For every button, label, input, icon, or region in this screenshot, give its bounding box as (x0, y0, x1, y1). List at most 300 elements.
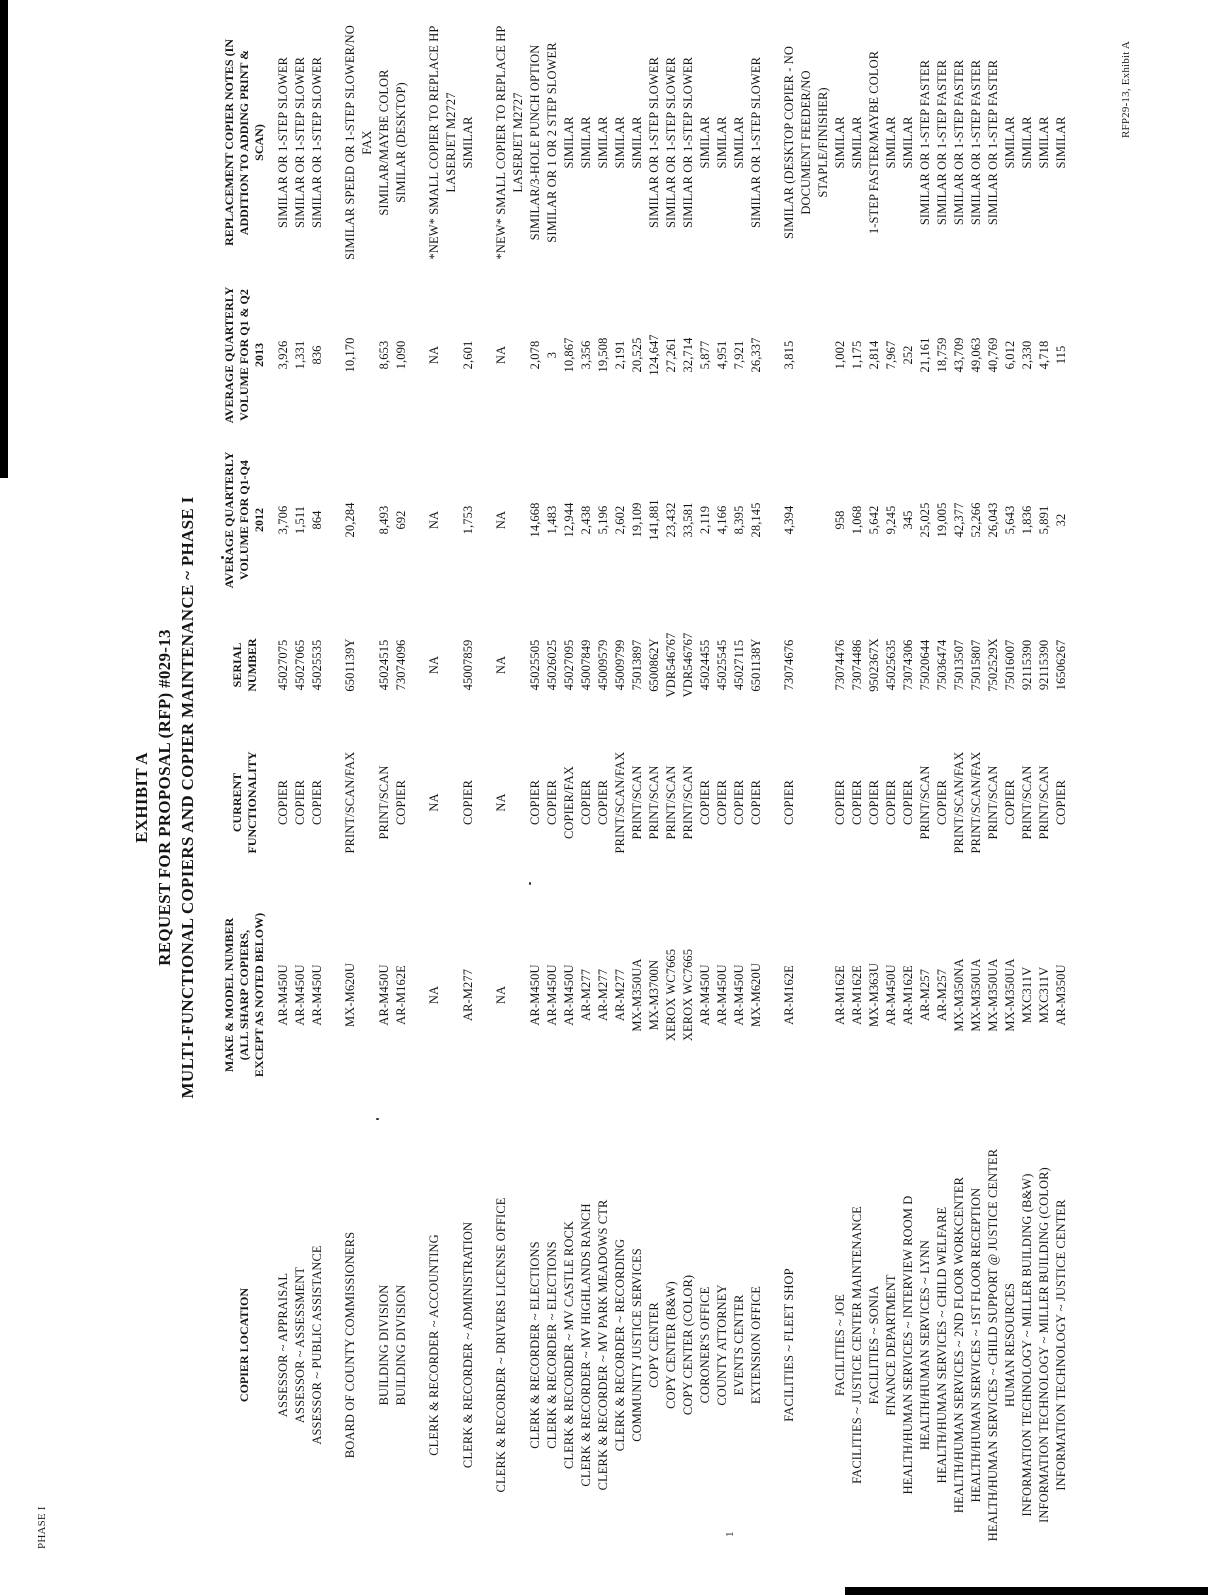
cell-make_model: AR-M450U (528, 964, 542, 1026)
cell-avg_qtr_vol_2012: 864 (310, 510, 324, 530)
cell-serial: 45025545 (715, 639, 729, 691)
cell-serial: 16506267 (1054, 639, 1068, 691)
table-row (527, 10, 544, 1580)
cell-make_model: AR-M277 (596, 968, 610, 1022)
title-line-exhibit: EXHIBIT A (132, 752, 151, 843)
cell-functionality: COPIER/FAX (562, 766, 576, 840)
title-line-subject: MULTI-FUNCTIONAL COPIERS AND COPIER MAINTENANCE ~ PHASE I (178, 496, 197, 1099)
cell-functionality: PRINT/SCAN (630, 765, 644, 840)
table-row (934, 10, 951, 1580)
cell-replacement_notes: SIMILAR/3-HOLE PUNCH OPTION (528, 44, 542, 241)
cell-serial: NA (494, 655, 508, 675)
cell-functionality: PRINT/SCAN/FAX (952, 751, 966, 854)
cell-make_model: AR-M450U (562, 964, 576, 1026)
cell-functionality: COPIER (394, 779, 408, 826)
cell-make_model: AR-M162E (394, 965, 408, 1025)
cell-functionality: COPIER (715, 779, 729, 826)
cell-avg_qtr_vol_2013: 26,337 (749, 337, 763, 373)
cell-avg_qtr_vol_2012: 8,493 (377, 505, 391, 535)
cell-avg_qtr_vol_2012: 19,109 (630, 502, 644, 538)
cell-avg_qtr_vol_2013: 8,653 (377, 340, 391, 370)
table-row (697, 10, 714, 1580)
cell-avg_qtr_vol_2013: 4,718 (1037, 340, 1051, 370)
cell-location: HEALTH/HUMAN SERVICES ~ LYNN (918, 1240, 932, 1450)
cell-avg_qtr_vol_2013: 2,330 (1020, 340, 1034, 370)
cell-serial: 92115390 (1020, 639, 1034, 691)
cell-location: HEALTH/HUMAN SERVICES ~ CHILD WELFARE (935, 1206, 949, 1484)
cell-location: BOARD OF COUNTY COMMISSIONERS (343, 1231, 357, 1459)
table-row (376, 10, 393, 1580)
cell-location: ASSESSOR ~ APPRAISAL (276, 1272, 290, 1418)
cell-make_model: XEROX WC7665 (664, 948, 678, 1042)
cell-location: BUILDING DIVISION (394, 1284, 408, 1406)
cell-replacement_notes: SIMILAR/MAYBE COLOR (377, 69, 391, 216)
cell-make_model: AR-M450U (377, 964, 391, 1026)
cell-functionality: PRINT/SCAN/FAX (969, 751, 983, 854)
cell-make_model: MX-M350UA (630, 958, 644, 1032)
cell-location: ASSESSOR ~ PUBLIC ASSISTANCE (310, 1245, 324, 1445)
cell-avg_qtr_vol_2013: 40,769 (986, 337, 1000, 373)
cell-location: CLERK & RECORDER ~ ELECTIONS (528, 1241, 542, 1449)
cell-replacement_notes: SIMILAR (630, 116, 644, 169)
cell-avg_qtr_vol_2012: 8,395 (732, 505, 746, 535)
cell-replacement_notes: SIMILAR (562, 116, 576, 169)
cell-replacement_notes: *NEW* SMALL COPIER TO REPLACE HP LASERJET M2727 (494, 25, 525, 260)
cell-avg_qtr_vol_2013: 2,078 (528, 340, 542, 370)
group-spacer-row (326, 10, 342, 1580)
cell-serial: VDR546767 (681, 632, 695, 698)
cell-avg_qtr_vol_2012: 958 (833, 510, 847, 530)
cell-avg_qtr_vol_2012: 345 (901, 510, 915, 530)
cell-replacement_notes: SIMILAR (1037, 116, 1051, 169)
cell-avg_qtr_vol_2013: 6,012 (1003, 340, 1017, 370)
cell-serial: 6501138Y (749, 638, 763, 692)
table-row (951, 10, 968, 1580)
cell-avg_qtr_vol_2012: 23,432 (664, 502, 678, 538)
table-row (595, 10, 612, 1580)
cell-make_model: AR-M277 (461, 968, 475, 1022)
cell-avg_qtr_vol_2012: 2,602 (613, 505, 627, 535)
cell-replacement_notes: SIMILAR OR 1-STEP SLOWER (681, 56, 695, 229)
cell-avg_qtr_vol_2012: 5,642 (867, 505, 881, 535)
cell-avg_qtr_vol_2012: 20,284 (343, 502, 357, 538)
cell-make_model: AR-M450U (715, 964, 729, 1026)
cell-location: INFORMATION TECHNOLOGY ~ MILLER BUILDING (B&W) (1020, 1173, 1034, 1517)
cell-replacement_notes: SIMILAR OR 1-STEP SLOWER (647, 56, 661, 229)
cell-functionality: PRINT/SCAN (1037, 765, 1051, 840)
cell-make_model: AR-M162E (850, 965, 864, 1025)
cell-make_model: MX-M350UA (1003, 958, 1017, 1032)
cell-serial: 45027065 (293, 639, 307, 691)
cell-location: CLERK & RECORDER ~ ADMINISTRATION (461, 1221, 475, 1469)
cell-serial: 45025635 (884, 639, 898, 691)
cell-replacement_notes: SIMILAR OR 1-STEP SLOWER (749, 56, 763, 229)
table-row (629, 10, 646, 1580)
cell-serial: 45026025 (545, 639, 559, 691)
cell-avg_qtr_vol_2012: 5,891 (1037, 505, 1051, 535)
cell-serial: 45025505 (528, 639, 542, 691)
cell-avg_qtr_vol_2013: 49,063 (969, 337, 983, 373)
cell-replacement_notes: SIMILAR OR 1-STEP FASTER (918, 59, 932, 226)
cell-avg_qtr_vol_2012: 32 (1054, 513, 1068, 527)
cell-avg_qtr_vol_2013: 3 (545, 351, 559, 359)
cell-avg_qtr_vol_2013: 2,814 (867, 340, 881, 370)
cell-make_model: MXC311V (1037, 966, 1051, 1024)
cell-serial: 9502367X (867, 638, 881, 692)
cell-avg_qtr_vol_2012: 141,881 (647, 499, 661, 541)
cell-replacement_notes: SIMILAR (1003, 116, 1017, 169)
cell-location: FACILITIES ~ SONIA (867, 1285, 881, 1405)
cell-make_model: AR-M450U (276, 964, 290, 1026)
table-row (1036, 10, 1053, 1580)
cell-avg_qtr_vol_2013: 4,951 (715, 340, 729, 370)
table-row (578, 10, 595, 1580)
document-title (130, 0, 199, 1595)
group-spacer-row (477, 10, 493, 1580)
cell-functionality: COPIER (935, 779, 949, 826)
cell-replacement_notes: SIMILAR (901, 116, 915, 169)
cell-make_model: MXC311V (1020, 966, 1034, 1024)
table-row (917, 10, 934, 1580)
table-row (1002, 10, 1019, 1580)
cell-make_model: AR-M257 (935, 968, 949, 1022)
cell-location: COMMUNITY JUSTICE SERVICES (630, 1248, 644, 1442)
cell-location: CLERK & RECORDER ~ MV HIGHLANDS RANCH (579, 1203, 593, 1487)
cell-functionality: PRINT/SCAN (986, 765, 1000, 840)
table-row (393, 10, 410, 1580)
cell-serial: 45027115 (732, 639, 746, 691)
cell-serial: 73074096 (394, 639, 408, 691)
cell-serial: 73074486 (850, 639, 864, 691)
cell-avg_qtr_vol_2013: 1,002 (833, 340, 847, 370)
cell-serial: 45009799 (613, 639, 627, 691)
cell-avg_qtr_vol_2013: 2,191 (613, 340, 627, 370)
cell-functionality: COPIER (596, 779, 610, 826)
cell-avg_qtr_vol_2012: 3,706 (276, 505, 290, 535)
table-row (849, 10, 866, 1580)
table-row (292, 10, 309, 1580)
table-row (900, 10, 917, 1580)
cell-serial: 45025535 (310, 639, 324, 691)
cell-avg_qtr_vol_2012: 2,119 (698, 505, 712, 535)
cell-replacement_notes: SIMILAR SPEED OR 1-STEP SLOWER/NO FAX (343, 25, 374, 260)
cell-serial: 92115390 (1037, 639, 1051, 691)
cell-replacement_notes: SIMILAR (850, 116, 864, 169)
cell-location: CLERK & RECORDER ~ DRIVERS LICENSE OFFICE (494, 1197, 508, 1493)
cell-functionality: COPIER (276, 779, 290, 826)
cell-avg_qtr_vol_2012: 1,483 (545, 505, 559, 535)
cell-avg_qtr_vol_2013: 7,967 (884, 340, 898, 370)
page-number: 1 (724, 1531, 736, 1537)
cell-location: COUNTY ATTORNEY (715, 1284, 729, 1406)
cell-avg_qtr_vol_2012: 9,245 (884, 505, 898, 535)
table-row (561, 10, 578, 1580)
table-row (544, 10, 561, 1580)
cell-avg_qtr_vol_2012: 692 (394, 510, 408, 530)
cell-location: ASSESSOR ~ ASSESSMENT (293, 1266, 307, 1424)
column-header-replacement_notes: REPLACEMENT COPIER NOTES (IN ADDITION TO ADDING PRINT & SCAN) (222, 39, 266, 246)
cell-replacement_notes: SIMILAR (613, 116, 627, 169)
cell-avg_qtr_vol_2013: 1,090 (394, 340, 408, 370)
cell-make_model: AR-M450U (310, 964, 324, 1026)
cell-replacement_notes: *NEW* SMALL COPIER TO REPLACE HP LASERJET M2727 (427, 25, 458, 260)
cell-functionality: COPIER (782, 779, 796, 826)
cell-make_model: AR-M450U (732, 964, 746, 1026)
cell-serial: 75036474 (935, 639, 949, 691)
table-row (663, 10, 680, 1580)
cell-location: FINANCE DEPARTMENT (884, 1274, 898, 1416)
cell-avg_qtr_vol_2013: 19,508 (596, 337, 610, 373)
cell-location: HEALTH/HUMAN SERVICES ~ 1ST FLOOR RECEPTION (969, 1187, 983, 1503)
cell-serial: 45007849 (579, 639, 593, 691)
cell-make_model: AR-M450U (545, 964, 559, 1026)
cell-avg_qtr_vol_2013: 252 (901, 345, 915, 365)
cell-serial: 75016007 (1003, 639, 1017, 691)
cell-replacement_notes: SIMILAR (579, 116, 593, 169)
cell-make_model: AR-M350U (1054, 964, 1068, 1026)
cell-serial: 45027075 (276, 639, 290, 691)
table-row (714, 10, 731, 1580)
cell-functionality: COPIER (545, 779, 559, 826)
cell-make_model: MX-M620U (343, 963, 357, 1027)
table-row (748, 10, 765, 1580)
cell-location: FACILITIES ~ JOE (833, 1294, 847, 1396)
cell-avg_qtr_vol_2012: 5,643 (1003, 505, 1017, 535)
cell-functionality: COPIER (732, 779, 746, 826)
cell-avg_qtr_vol_2012: 14,668 (528, 502, 542, 538)
cell-functionality: COPIER (698, 779, 712, 826)
cell-make_model: MX-M620U (749, 963, 763, 1027)
cell-make_model: AR-M277 (579, 968, 593, 1022)
table-row (342, 10, 376, 1580)
cell-avg_qtr_vol_2012: 1,068 (850, 505, 864, 535)
cell-functionality: PRINT/SCAN (918, 765, 932, 840)
cell-location: FACILITIES ~ FLEET SHOP (782, 1268, 796, 1422)
cell-functionality: COPIER (579, 779, 593, 826)
cell-serial: 7502529X (986, 638, 1000, 692)
copier-inventory-table (222, 10, 1070, 1580)
cell-replacement_notes: SIMILAR (1054, 116, 1068, 169)
cell-serial: 45007859 (461, 639, 475, 691)
cell-avg_qtr_vol_2012: 42,377 (952, 502, 966, 538)
cell-location: CORONER'S OFFICE (698, 1286, 712, 1404)
cell-make_model: MX-M350UA (969, 958, 983, 1032)
cell-location: HEALTH/HUMAN SERVICES ~ 2ND FLOOR WORKCENTER (952, 1176, 966, 1514)
column-header-location: COPIER LOCATION (237, 1287, 251, 1403)
cell-replacement_notes: SIMILAR (461, 116, 475, 169)
cell-functionality: PRINT/SCAN (377, 765, 391, 840)
cell-avg_qtr_vol_2012: NA (494, 510, 508, 530)
cell-avg_qtr_vol_2013: 18,759 (935, 337, 949, 373)
column-header-make_model: MAKE & MODEL NUMBER (ALL SHARP COPIERS, EXCEPT AS NOTED BELOW) (222, 912, 266, 1078)
cell-avg_qtr_vol_2012: NA (427, 510, 441, 530)
cell-avg_qtr_vol_2012: 25,025 (918, 502, 932, 538)
cell-location: CLERK & RECORDER ~ MV PARK MEADOWS CTR (596, 1199, 610, 1491)
cell-replacement_notes: SIMILAR OR 1 OR 2 STEP SLOWER (545, 42, 559, 243)
table-row (493, 10, 527, 1580)
cell-avg_qtr_vol_2013: 1,175 (850, 340, 864, 370)
cell-serial: 45027095 (562, 639, 576, 691)
cell-replacement_notes: SIMILAR (698, 116, 712, 169)
table-row (426, 10, 460, 1580)
cell-avg_qtr_vol_2013: 10,867 (562, 337, 576, 373)
cell-make_model: AR-M277 (613, 968, 627, 1022)
cell-avg_qtr_vol_2012: 1,836 (1020, 505, 1034, 535)
cell-make_model: MX-M350UA (986, 958, 1000, 1032)
cell-replacement_notes: 1-STEP FASTER/MAYBE COLOR (867, 50, 881, 235)
cell-location: COPY CENTER (B&W) (664, 1281, 678, 1409)
group-spacer-row (765, 10, 781, 1580)
table-row (731, 10, 748, 1580)
cell-functionality: PRINT/SCAN (664, 765, 678, 840)
cell-replacement_notes: SIMILAR (884, 116, 898, 169)
cell-avg_qtr_vol_2012: 33,581 (681, 502, 695, 538)
title-line-rfp: REQUEST FOR PROPOSAL (RFP) #029-13 (155, 629, 174, 966)
table-row (460, 10, 477, 1580)
table-row (646, 10, 663, 1580)
cell-serial: 75013507 (952, 639, 966, 691)
cell-functionality: PRINT/SCAN (1020, 765, 1034, 840)
cell-replacement_notes: SIMILAR (DESKTOP COPIER - NO DOCUMENT FEEDER/NO STAPLE/FINISHER) (782, 45, 830, 240)
column-header-avg_qtr_vol_2012: AVERAGE QUARTERLY VOLUME FOR Q1-Q4 2012 (222, 451, 266, 589)
cell-serial: 73074676 (782, 639, 796, 691)
cell-functionality: NA (427, 793, 441, 812)
cell-location: INFORMATION TECHNOLOGY ~ MILLER BUILDING (COLOR) (1037, 1167, 1051, 1523)
cell-avg_qtr_vol_2012: 28,145 (749, 502, 763, 538)
cell-location: EXTENSION OFFICE (749, 1286, 763, 1404)
cell-avg_qtr_vol_2012: 12,944 (562, 502, 576, 538)
cell-replacement_notes: SIMILAR (DESKTOP) (394, 82, 408, 203)
cell-serial: 6501139Y (343, 638, 357, 692)
cell-avg_qtr_vol_2013: 124,647 (647, 334, 661, 376)
table-row (1019, 10, 1036, 1580)
cell-location: CLERK & RECORDER ~ MV CASTLE ROCK (562, 1220, 576, 1470)
cell-make_model: AR-M450U (884, 964, 898, 1026)
cell-serial: 45009579 (596, 639, 610, 691)
cell-avg_qtr_vol_2012: 1,511 (293, 505, 307, 535)
cell-replacement_notes: SIMILAR (732, 116, 746, 169)
cell-serial: 73074476 (833, 639, 847, 691)
cell-make_model: MX-M350NA (952, 958, 966, 1032)
cell-serial: 75013897 (630, 639, 644, 691)
cell-avg_qtr_vol_2013: 5,877 (698, 340, 712, 370)
cell-functionality: COPIER (461, 779, 475, 826)
margin-exhibit-note: RFP29-13, Exhibit A (1120, 40, 1132, 138)
table-row (832, 10, 849, 1580)
cell-location: HUMAN RESOURCES (1003, 1282, 1017, 1408)
cell-location: COPY CENTER (647, 1302, 661, 1388)
cell-functionality: COPIER (1003, 779, 1017, 826)
cell-functionality: COPIER (749, 779, 763, 826)
cell-functionality: COPIER (901, 779, 915, 826)
cell-avg_qtr_vol_2013: 836 (310, 345, 324, 365)
cell-functionality: COPIER (293, 779, 307, 826)
table-row (1053, 10, 1070, 1580)
cell-avg_qtr_vol_2013: 115 (1054, 345, 1068, 365)
cell-serial: 45024455 (698, 639, 712, 691)
column-header-functionality: CURRENT FUNCTIONALITY (229, 751, 259, 854)
column-header-avg_qtr_vol_2013: AVERAGE QUARTERLY VOLUME FOR Q1 & Q2 2013 (222, 286, 266, 424)
cell-functionality: PRINT/SCAN/FAX (343, 751, 357, 854)
cell-avg_qtr_vol_2013: 3,356 (579, 340, 593, 370)
cell-avg_qtr_vol_2013: 32,714 (681, 337, 695, 373)
cell-location: HEALTH/HUMAN SERVICES ~ CHILD SUPPORT @ JUSTICE CENTER (986, 1148, 1000, 1542)
cell-make_model: NA (427, 985, 441, 1005)
cell-avg_qtr_vol_2013: 3,815 (782, 340, 796, 370)
cell-make_model: AR-M257 (918, 968, 932, 1022)
cell-avg_qtr_vol_2012: 1,753 (461, 505, 475, 535)
cell-replacement_notes: SIMILAR OR 1-STEP FASTER (935, 59, 949, 226)
group-spacer-row (410, 10, 426, 1580)
table-row (968, 10, 985, 1580)
cell-avg_qtr_vol_2013: NA (494, 345, 508, 365)
cell-replacement_notes: SIMILAR (1020, 116, 1034, 169)
cell-replacement_notes: SIMILAR OR 1-STEP SLOWER (664, 56, 678, 229)
cell-avg_qtr_vol_2012: 4,394 (782, 505, 796, 535)
cell-location: HEALTH/HUMAN SERVICES ~ INTERVIEW ROOM D (901, 1195, 915, 1495)
cell-avg_qtr_vol_2012: 26,043 (986, 502, 1000, 538)
cell-avg_qtr_vol_2013: 21,161 (918, 337, 932, 373)
cell-location: INFORMATION TECHNOLOGY ~ JUSTICE CENTER (1054, 1199, 1068, 1491)
header-row (222, 10, 275, 1580)
cell-replacement_notes: SIMILAR (596, 116, 610, 169)
cell-make_model: AR-M162E (833, 965, 847, 1025)
cell-serial: VDR546767 (664, 632, 678, 698)
cell-replacement_notes: SIMILAR OR 1-STEP SLOWER (310, 56, 324, 229)
table-row (781, 10, 832, 1580)
cell-avg_qtr_vol_2013: 3,926 (276, 340, 290, 370)
cell-serial: NA (427, 655, 441, 675)
cell-replacement_notes: SIMILAR (715, 116, 729, 169)
cell-make_model: XEROX WC7665 (681, 948, 695, 1042)
cell-location: CLERK & RECORDER ~ ACCOUNTING (427, 1234, 441, 1456)
cell-location: FACILITIES ~ JUSTICE CENTER MAINTENANCE (850, 1206, 864, 1484)
cell-functionality: COPIER (867, 779, 881, 826)
column-header-serial: SERIAL NUMBER (229, 638, 259, 692)
cell-location: CLERK & RECORDER ~ ELECTIONS (545, 1241, 559, 1449)
cell-serial: 75020644 (918, 639, 932, 691)
cell-location: CLERK & RECORDER ~ RECORDING (613, 1238, 627, 1452)
table-row (883, 10, 900, 1580)
cell-avg_qtr_vol_2012: 5,196 (596, 505, 610, 535)
cell-serial: 45024515 (377, 639, 391, 691)
cell-functionality: COPIER (833, 779, 847, 826)
table-row (275, 10, 292, 1580)
cell-avg_qtr_vol_2012: 19,005 (935, 502, 949, 538)
cell-location: EVENTS CENTER (732, 1294, 746, 1396)
cell-functionality: PRINT/SCAN (647, 765, 661, 840)
cell-functionality: COPIER (850, 779, 864, 826)
cell-avg_qtr_vol_2012: 4,166 (715, 505, 729, 535)
cell-functionality: COPIER (528, 779, 542, 826)
cell-make_model: MX-M3700N (647, 959, 661, 1031)
cell-avg_qtr_vol_2013: 10,170 (343, 337, 357, 373)
cell-avg_qtr_vol_2013: 43,709 (952, 337, 966, 373)
cell-make_model: NA (494, 985, 508, 1005)
cell-avg_qtr_vol_2012: 2,438 (579, 505, 593, 535)
copier-table-header (222, 10, 275, 1580)
cell-replacement_notes: SIMILAR OR 1-STEP SLOWER (276, 56, 290, 229)
cell-avg_qtr_vol_2013: 1,331 (293, 340, 307, 370)
cell-make_model: MX-M363U (867, 963, 881, 1027)
cell-replacement_notes: SIMILAR OR 1-STEP SLOWER (293, 56, 307, 229)
cell-functionality: COPIER (884, 779, 898, 826)
cell-serial: 75015807 (969, 639, 983, 691)
cell-replacement_notes: SIMILAR OR 1-STEP FASTER (969, 59, 983, 226)
cell-functionality: COPIER (1054, 779, 1068, 826)
cell-functionality: PRINT/SCAN/FAX (613, 751, 627, 854)
cell-avg_qtr_vol_2012: 52,266 (969, 502, 983, 538)
